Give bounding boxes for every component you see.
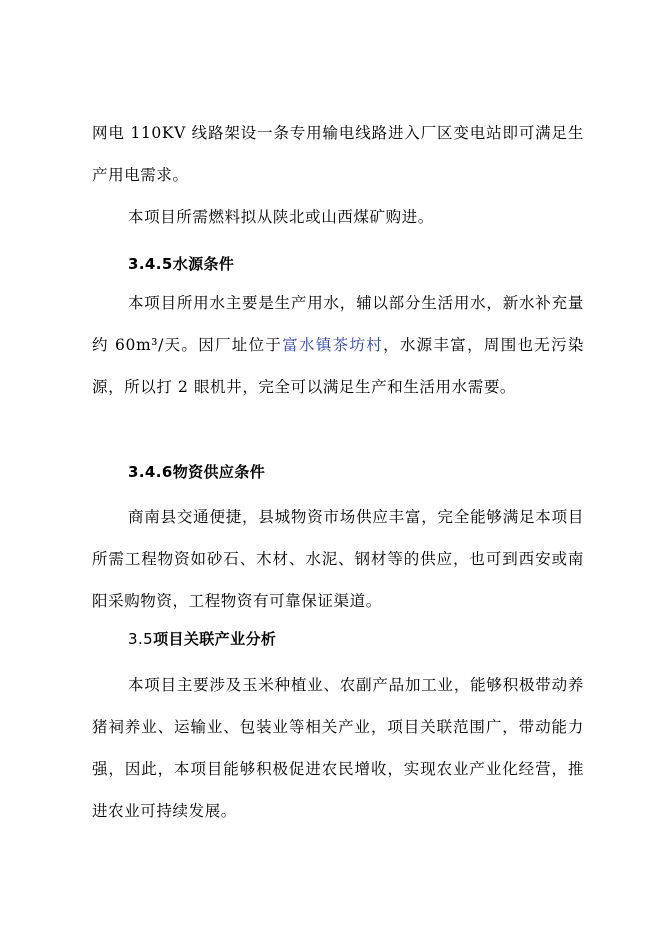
section-title: 物资供应条件 — [172, 463, 266, 481]
section-title: 水源条件 — [172, 255, 235, 273]
paragraph-power-supply: 网电 110KV 线路架设一条专用输电线路进入厂区变电站即可满足生产用电需求。 — [92, 124, 584, 184]
paragraph-materials: 商南县交通便捷，县城物资市场供应丰富，完全能够满足本项目所需工程物资如砂石、木材、水泥、钢材等的供应，也可到西安或南阳采购物资，工程物资有可靠保证渠道。 — [92, 508, 584, 610]
section-title: 项目关联产业分析 — [153, 630, 277, 648]
section-number: 3.4.6 — [128, 463, 173, 481]
section-heading-water-source — [128, 249, 234, 279]
paragraph-fuel: 本项目所需燃料拟从陕北或山西煤矿购进。 — [128, 208, 434, 226]
location-link[interactable]: 富水镇茶坊村 — [282, 336, 384, 354]
paragraph-water-source — [92, 282, 584, 408]
paragraph-industry: 本项目主要涉及玉米种植业、农副产品加工业，能够积极带动养猪祠养业、运输业、包装业等相关产业，项目关联范围广，带动能力强，因此，本项目能够积极促进农民增收，实现农业产业化经营，推进农业可持续发展。 — [92, 676, 584, 820]
section-heading-materials — [128, 457, 265, 487]
section-number: 3.5 — [128, 630, 154, 648]
water-text-before: 本项目所用水主要是生产用水，辅以部分生活用水，新水补充量约 60m³/天。因厂址位于 — [92, 294, 584, 354]
water-text-after: ，水源丰富，周围也无污染源，所以打 2 眼机井，完全可以满足生产和生活用水需要。 — [92, 336, 585, 396]
section-number: 3.4.5 — [128, 255, 173, 273]
section-heading-industry — [128, 624, 276, 654]
